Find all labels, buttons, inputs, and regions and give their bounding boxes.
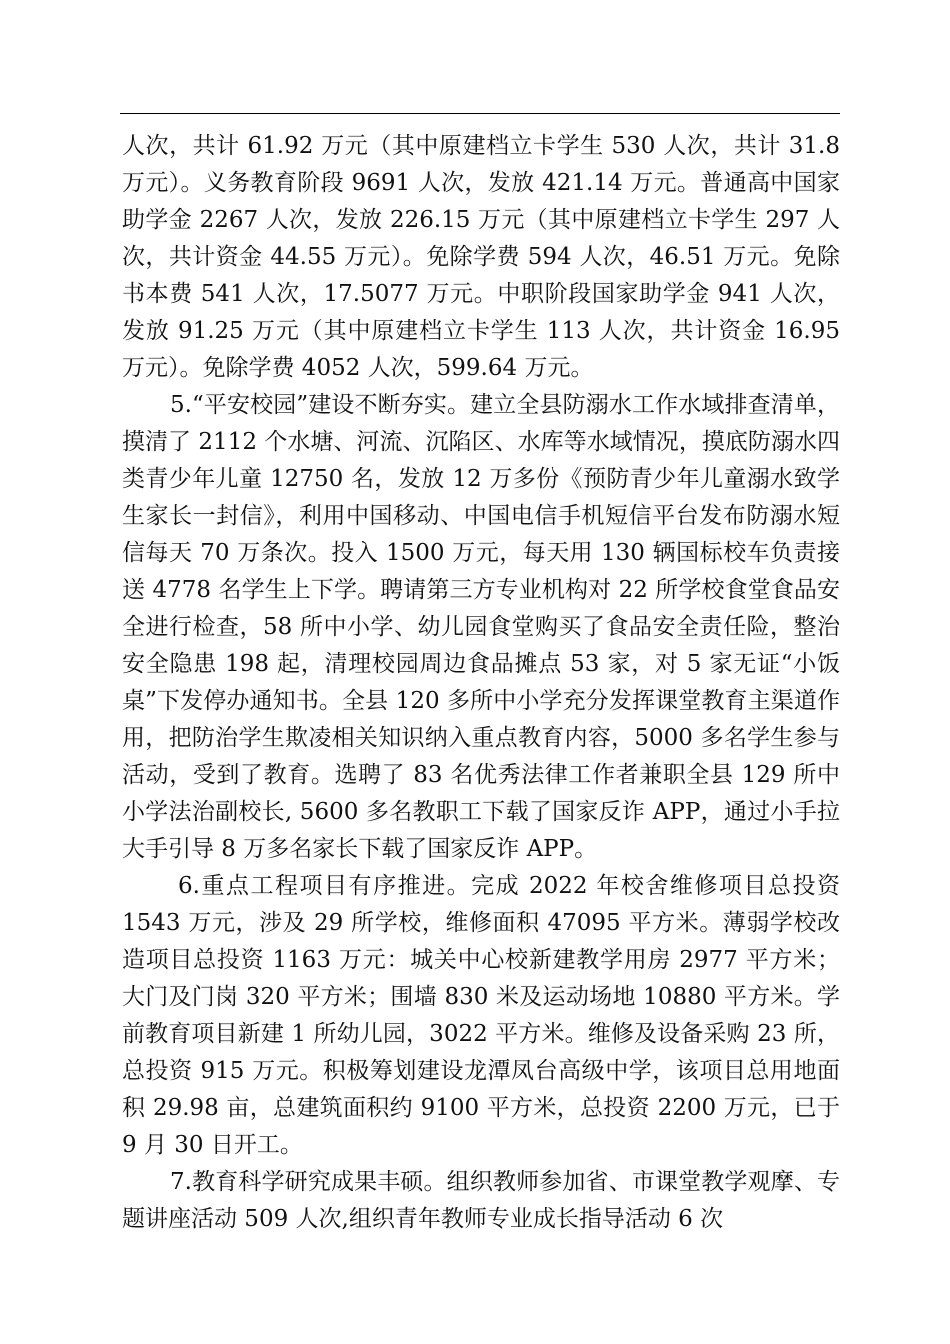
paragraph-student-aid-continued: 人次，共计 61.92 万元（其中原建档立卡学生 530 人次，共计 31.8 万元）。义务教育阶段 9691 人次，发放 421.14 万元。普通高中国家助学金 2267 人次，发放 226.15 万元（其中原建档立卡学生 297 人次，共计资金 44.55 万元）。免除学费 594 人次，46.51 万元。免除书本费 541 人次，17.5077 万元。中职阶段国家助学金 941 人次，发放 91.25 万元（其中原建档立卡学生 113 人次，共计资金 16.95 万元）。免除学费 4052 人次，599.64 万元。 [122, 133, 840, 381]
paragraph-key-projects: 6.重点工程项目有序推进。完成 2022 年校舍维修项目总投资 1543 万元，涉及 29 所学校，维修面积 47095 平方米。薄弱学校改造项目总投资 1163 万元：城关中心校新建教学用房 2977 平方米；大门及门岗 320 平方米；围墙 830 米及运动场地 10880 平方米。学前教育项目新建 1 所幼儿园，3022 平方米。维修及设备采购 23 所，总投资 915 万元。积极筹划建设龙潭凤台高级中学，该项目总用地面积 29.98 亩，总建筑面积约 9100 平方米，总投资 2200 万元，已于 9 月 30 日开工。 [122, 873, 840, 1158]
document-body [122, 128, 840, 1238]
paragraph-safe-campus: 5.“平安校园”建设不断夯实。建立全县防溺水工作水域排查清单，摸清了 2112 个水塘、河流、沉陷区、水库等水域情况，摸底防溺水四类青少年儿童 12750 名，发放 12 万多份《预防青少年儿童溺水致学生家长一封信》，利用中国移动、中国电信手机短信平台发布防溺水短信每天 70 万条次。投入 1500 万元，每天用 130 辆国标校车负责接送 4778 名学生上下学。聘请第三方专业机构对 22 所学校食堂食品安全进行检查，58 所中小学、幼儿园食堂购买了食品安全责任险，整治安全隐患 198 起，清理校园周边食品摊点 53 家，对 5 家无证“小饭桌”下发停办通知书。全县 120 多所中小学充分发挥课堂教育主渠道作用，把防治学生欺凌相关知识纳入重点教育内容，5000 多名学生参与活动，受到了教育。选聘了 83 名优秀法律工作者兼职全县 129 所中小学法治副校长, 5600 多名教职工下载了国家反诈 APP，通过小手拉大手引导 8 万多名家长下载了国家反诈 APP。 [122, 392, 840, 862]
paragraph-education-research: 7.教育科学研究成果丰硕。组织教师参加省、市课堂教学观摩、专题讲座活动 509 人次,组织青年教师专业成长指导活动 6 次 [122, 1169, 840, 1232]
header-divider [120, 113, 840, 114]
